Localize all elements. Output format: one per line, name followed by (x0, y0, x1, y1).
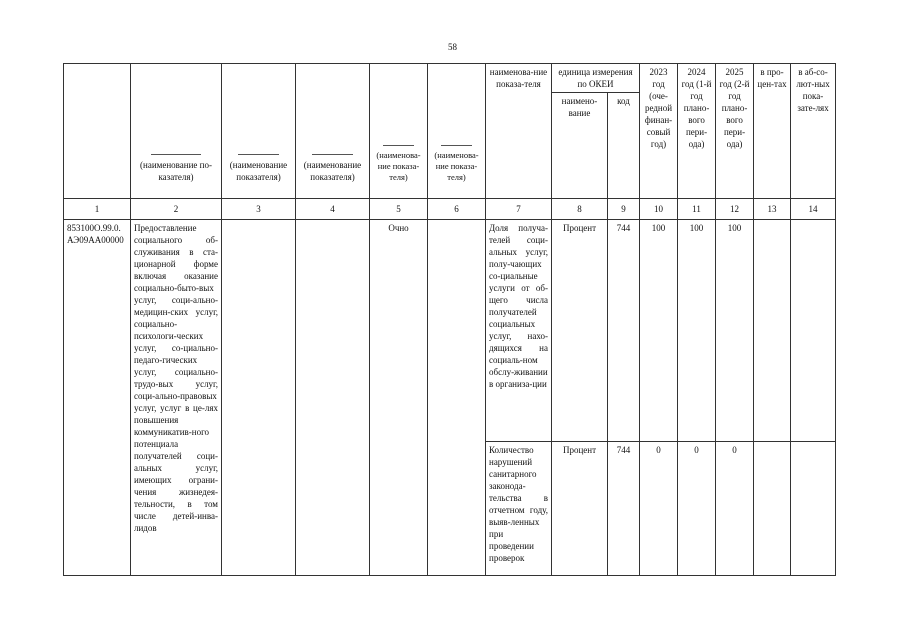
header-cell-name-5 (428, 64, 486, 199)
indicator-table-wrapper (63, 63, 836, 576)
column-number: 1 (64, 199, 131, 220)
value-2023: 100 (640, 220, 678, 442)
header-cell-name-3 (296, 64, 370, 199)
indicator-name: Доля получа-телей соци-альных услуг, полу-чающих со-циальные услуги от об-щего числа получателей социальных услуг, нахо-дящихся на социаль-ном обслу-живании в организа-ции (486, 220, 552, 442)
column-number: 7 (486, 199, 552, 220)
blank-line (312, 154, 352, 155)
value-2023: 0 (640, 442, 678, 576)
blank-line (151, 154, 201, 155)
table-row (64, 220, 836, 442)
indicator-unit: Процент (552, 442, 608, 576)
value-2025: 100 (716, 220, 754, 442)
header-name-label-5: (наименова-ние показа-теля) (434, 150, 479, 182)
column-number: 8 (552, 199, 608, 220)
blank-line (238, 154, 278, 155)
header-row-top (64, 64, 836, 93)
empty-cell (428, 220, 486, 576)
header-percent: в про-цен-тах (754, 64, 791, 199)
column-number: 14 (791, 199, 836, 220)
header-cell-name-2 (222, 64, 296, 199)
header-year-2024: 2024 год (1-й год плано-вого пери-ода) (678, 64, 716, 199)
column-number: 13 (754, 199, 791, 220)
indicator-name: Количество нарушений санитарного законода-тельства в отчетном году, выяв-ленных при проведении проверок (486, 442, 552, 576)
header-name-label-1: (наименование по-казателя) (140, 160, 212, 182)
indicator-code: 744 (608, 442, 640, 576)
header-indicator-name: наименова-ние показа-теля (486, 64, 552, 199)
header-unit-name: наимено-вание (552, 93, 608, 199)
column-number: 9 (608, 199, 640, 220)
header-absolute: в аб-со-лют-ных пока-зате-лях (791, 64, 836, 199)
header-name-label-2: (наименование показателя) (229, 160, 288, 182)
page-number: 58 (448, 42, 457, 52)
quality-indicators-table (63, 63, 836, 576)
header-cell-name-4 (370, 64, 428, 199)
header-unit-okei: единица измерения по ОКЕИ (552, 64, 640, 93)
column-number: 10 (640, 199, 678, 220)
column-number: 4 (296, 199, 370, 220)
column-number: 6 (428, 199, 486, 220)
value-2024: 0 (678, 442, 716, 576)
service-description: Предоставление социального об-служивания в ста-ционарной форме включая оказание социально-быто-вых услуг, соци-ально-медицин-ских услуг, социально-психологи-ческих услуг, со-циально-педаго-гических услуг, социально-трудо-вых услуг, соци-ально-правовых услуг, услуг в це-лях повышения коммуникатив-ного потенциала получателей соци-альных услуг, имеющих ограни-чения жизнедея-тельности, в том числе детей-инва-лидов (131, 220, 222, 576)
column-number: 3 (222, 199, 296, 220)
empty-cell (222, 220, 296, 576)
deviation-percent (754, 442, 791, 576)
column-number-row (64, 199, 836, 220)
column-number: 12 (716, 199, 754, 220)
header-year-2023: 2023 год (оче-редной финан-совый год) (640, 64, 678, 199)
value-2025: 0 (716, 442, 754, 576)
service-form: Очно (370, 220, 428, 576)
header-cell-code (64, 64, 131, 199)
column-number: 5 (370, 199, 428, 220)
empty-cell (296, 220, 370, 576)
header-name-label-3: (наименование показателя) (303, 160, 362, 182)
column-number: 2 (131, 199, 222, 220)
indicator-code: 744 (608, 220, 640, 442)
header-name-label-4: (наименова-ние показа-теля) (376, 150, 421, 182)
deviation-percent (754, 220, 791, 442)
value-2024: 100 (678, 220, 716, 442)
header-year-2025: 2025 год (2-й год плано-вого пери-ода) (716, 64, 754, 199)
header-cell-name-1 (131, 64, 222, 199)
deviation-absolute (791, 442, 836, 576)
deviation-absolute (791, 220, 836, 442)
column-number: 11 (678, 199, 716, 220)
blank-line (441, 145, 472, 146)
registry-code: 853100О.99.0.АЭ09АА00000 (64, 220, 131, 576)
blank-line (383, 145, 414, 146)
header-unit-code: код (608, 93, 640, 199)
indicator-unit: Процент (552, 220, 608, 442)
